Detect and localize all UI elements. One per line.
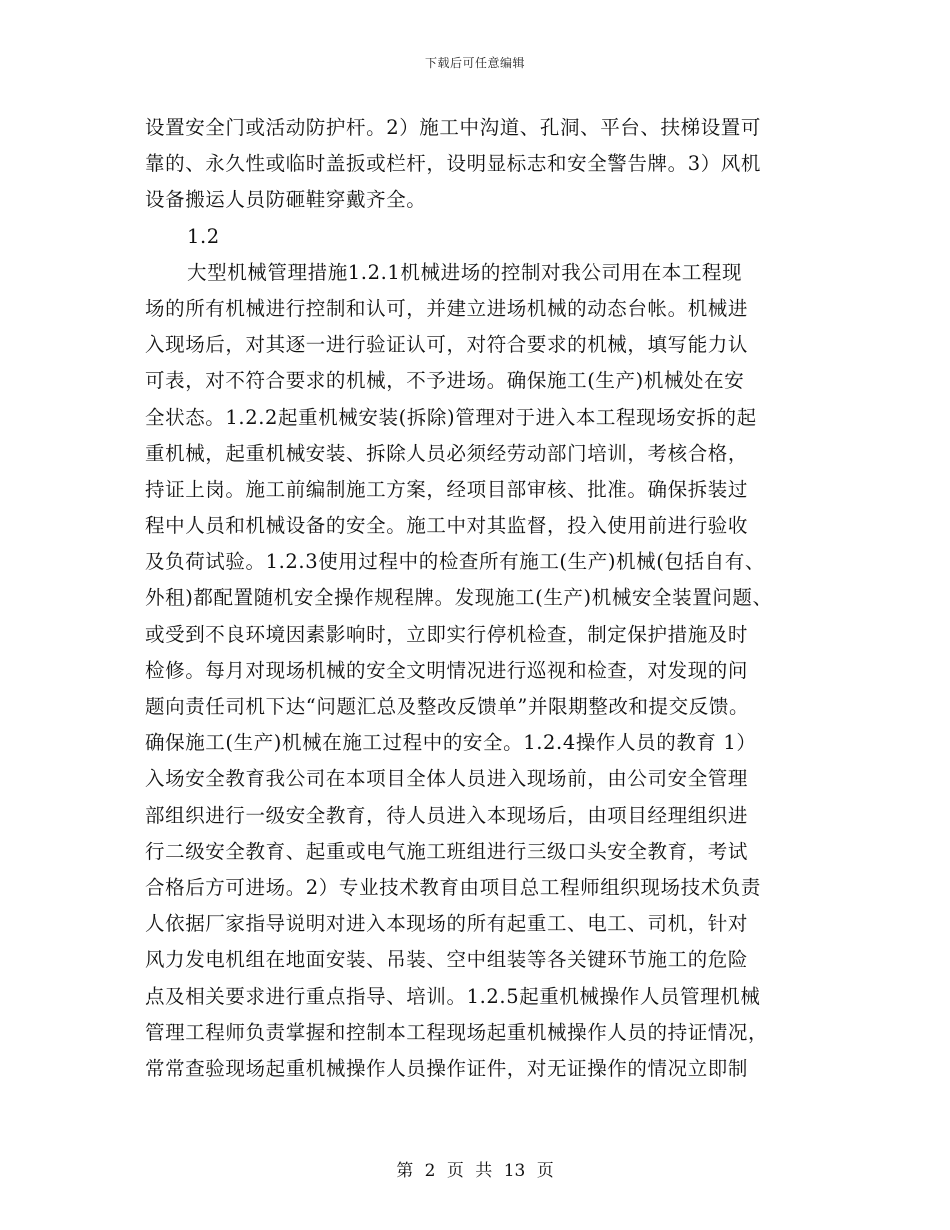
text-line: 持证上岗。施工前编制施工方案，经项目部审核、批准。确保拆装过 xyxy=(145,477,749,501)
text-line: 合格后方可进场。2）专业技术教育由项目总工程师组织现场技术负责 xyxy=(145,875,762,899)
text-line: 检修。每月对现场机械的安全文明情况进行巡视和检查，对发现的问 xyxy=(145,658,749,682)
section-number: 1.2 xyxy=(187,224,220,248)
text-line: 风力发电机组在地面安装、吊装、空中组装等各关键环节施工的危险 xyxy=(145,948,749,972)
text-line: 可表，对不符合要求的机械，不予进场。确保施工(生产)机械处在安 xyxy=(145,369,745,393)
text-line: 场的所有机械进行控制和认可，并建立进场机械的动态台帐。机械进 xyxy=(145,296,749,320)
text-line: 或受到不良环境因素影响时，立即实行停机检查，制定保护措施及时 xyxy=(145,622,749,646)
document-body xyxy=(145,110,825,1087)
page-header: 下载后可任意编辑 xyxy=(424,56,525,70)
text-line: 常常查验现场起重机械操作人员操作证件，对无证操作的情况立即制 xyxy=(145,1056,749,1080)
text-line: 部组织进行一级安全教育，待人员进入本现场后，由项目经理组织进 xyxy=(145,803,749,827)
text-line: 点及相关要求进行重点指导、培训。1.2.5起重机械操作人员管理机械 xyxy=(145,984,761,1008)
text-line: 重机械，起重机械安装、拆除人员必须经劳动部门培训，考核合格， xyxy=(145,441,749,465)
text-line: 设置安全门或活动防护杆。2）施工中沟道、孔洞、平台、扶梯设置可 xyxy=(145,116,762,139)
text-line: 题向责任司机下达“问题汇总及整改反馈单”并限期整改和提交反馈。 xyxy=(145,695,750,718)
text-line: 入现场后，对其逐一进行验证认可，对符合要求的机械，填写能力认 xyxy=(145,333,749,357)
text-line: 确保施工(生产)机械在施工过程中的安全。1.2.4操作人员的教育 1） xyxy=(145,731,757,755)
text-line: 外租)都配置随机安全操作规程牌。发现施工(生产)机械安全装置问题、 xyxy=(145,586,773,610)
text-line: 行二级安全教育、起重或电气施工班组进行三级口头安全教育，考试 xyxy=(145,839,749,863)
text-line: 设备搬运人员防砸鞋穿戴齐全。 xyxy=(145,188,427,212)
text-line: 人依据厂家指导说明对进入本现场的所有起重工、电工、司机，针对 xyxy=(145,912,749,936)
text-line: 程中人员和机械设备的安全。施工中对其监督，投入使用前进行验收 xyxy=(145,514,749,538)
text-line: 及负荷试验。1.2.3使用过程中的检查所有施工(生产)机械(包括自有、 xyxy=(145,550,765,574)
text-line: 全状态。1.2.2起重机械安装(拆除)管理对于进入本工程现场安拆的起 xyxy=(145,405,757,429)
text-line: 靠的、永久性或临时盖扳或栏杆，设明显标志和安全警告牌。3）风机 xyxy=(145,152,762,176)
text-line: 管理工程师负责掌握和控制本工程现场起重机械操作人员的持证情况， xyxy=(145,1020,769,1044)
text-line: 入场安全教育我公司在本项目全体人员进入现场前，由公司安全管理 xyxy=(145,767,749,791)
page-number-footer: 第 2 页 共 13 页 xyxy=(396,1161,554,1181)
paragraph-first-line: 大型机械管理措施1.2.1机械进场的控制对我公司用在本工程现 xyxy=(187,260,743,284)
